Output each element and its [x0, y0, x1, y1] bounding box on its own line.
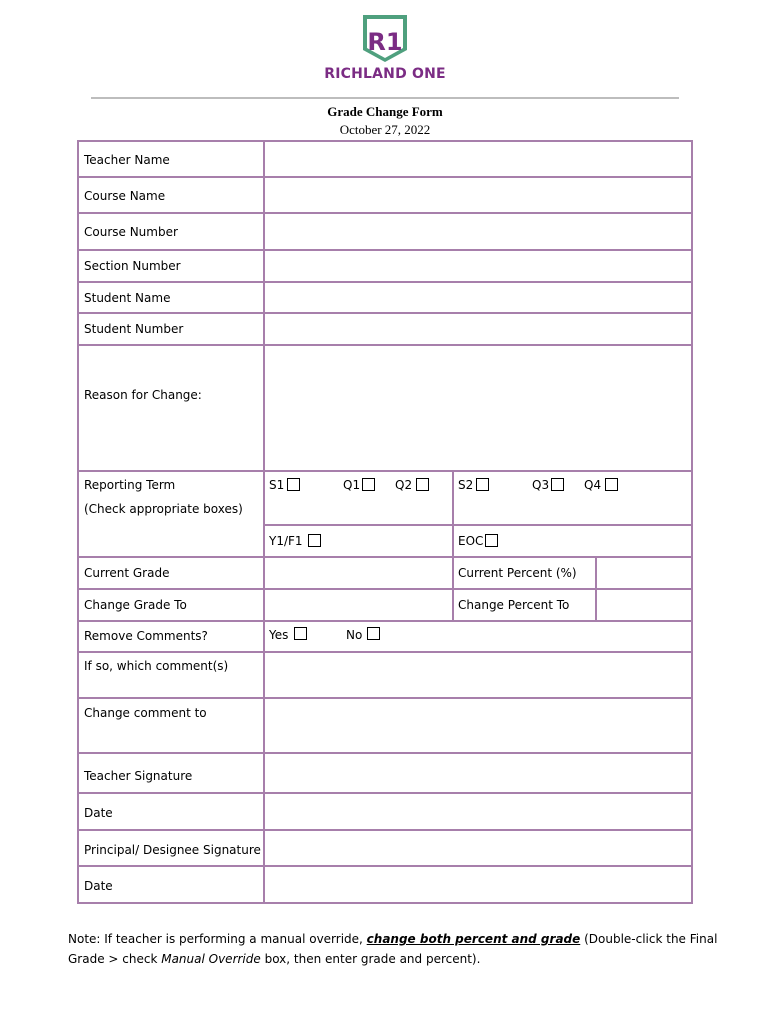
principal-signature-field[interactable] [263, 829, 693, 867]
org-name: RICHLAND ONE [324, 66, 446, 82]
change-comment-label: Change comment to [84, 706, 207, 720]
current-percent-label: Current Percent (%) [458, 566, 577, 580]
course-number-label-cell [77, 212, 265, 251]
remove-comments-no-checkbox[interactable] [367, 627, 380, 640]
change-grade-label-cell [77, 588, 265, 622]
override-note [68, 929, 748, 969]
student-name-label-cell [77, 281, 265, 314]
note-italic: Manual Override [161, 952, 261, 966]
term-q1-label: Q1 [343, 478, 361, 492]
term-eoc-label: EOC [458, 534, 484, 548]
teacher-signature-label-cell [77, 752, 265, 794]
date-2-label: Date [84, 879, 113, 893]
student-name-label: Student Name [84, 291, 171, 305]
teacher-name-field[interactable] [263, 140, 693, 178]
change-comment-field[interactable] [263, 697, 693, 754]
teacher-signature-label: Teacher Signature [84, 769, 193, 783]
student-number-label-cell [77, 312, 265, 346]
current-grade-label: Current Grade [84, 566, 170, 580]
principal-signature-label: Principal/ Designee Signature [84, 843, 261, 857]
course-number-label: Course Number [84, 225, 178, 239]
course-number-field[interactable] [263, 212, 693, 251]
reporting-term-hint: (Check appropriate boxes) [84, 502, 243, 516]
section-number-field[interactable] [263, 249, 693, 283]
note-emphasis: change both percent and grade [366, 932, 581, 946]
svg-text:R1: R1 [367, 28, 403, 56]
term-s2-label: S2 [458, 478, 474, 492]
term-s1-label: S1 [269, 478, 285, 492]
note-part-1: Note: If teacher is performing a manual override, [68, 932, 367, 946]
reason-label: Reason for Change: [84, 388, 202, 402]
term-q4-checkbox[interactable] [605, 478, 618, 491]
term-s2-checkbox[interactable] [476, 478, 489, 491]
note-part-2: (Double-click the Final Grade > check [68, 932, 718, 966]
term-semester-2-cell [452, 470, 693, 526]
remove-comments-label: Remove Comments? [84, 629, 208, 643]
which-comments-label-cell [77, 651, 265, 699]
term-q2-label: Q2 [395, 478, 413, 492]
term-q3-label: Q3 [532, 478, 550, 492]
date-2-label-cell [77, 865, 265, 904]
form-title: Grade Change Form [327, 104, 443, 119]
term-semester-1-cell [263, 470, 454, 526]
teacher-signature-field[interactable] [263, 752, 693, 794]
current-grade-label-cell [77, 556, 265, 590]
change-percent-label: Change Percent To [458, 598, 570, 612]
date-1-field[interactable] [263, 792, 693, 831]
course-name-label: Course Name [84, 189, 166, 203]
course-name-field[interactable] [263, 176, 693, 214]
term-y1f1-label: Y1/F1 [269, 534, 303, 548]
term-y1f1-cell [263, 524, 454, 558]
term-eoc-cell [452, 524, 693, 558]
which-comments-label: If so, which comment(s) [84, 659, 229, 673]
remove-comments-options-cell [263, 620, 693, 653]
which-comments-field[interactable] [263, 651, 693, 699]
student-name-field[interactable] [263, 281, 693, 314]
form-date: October 27, 2022 [339, 122, 431, 137]
date-1-label: Date [84, 806, 113, 820]
reason-label-cell [77, 344, 265, 472]
date-1-label-cell [77, 792, 265, 831]
course-name-label-cell [77, 176, 265, 214]
term-q3-checkbox[interactable] [551, 478, 564, 491]
remove-comments-yes-checkbox[interactable] [294, 627, 307, 640]
principal-signature-label-cell [77, 829, 265, 867]
section-number-label-cell [77, 249, 265, 283]
term-q2-checkbox[interactable] [416, 478, 429, 491]
grade-change-table [77, 140, 693, 904]
term-q1-checkbox[interactable] [362, 478, 375, 491]
teacher-name-label-cell [77, 140, 265, 178]
term-q4-label: Q4 [584, 478, 602, 492]
date-2-field[interactable] [263, 865, 693, 904]
current-percent-label-cell [452, 556, 597, 590]
reporting-term-label-cell [77, 470, 265, 558]
change-percent-field[interactable] [595, 588, 693, 622]
remove-comments-no-label: No [346, 628, 363, 642]
remove-comments-label-cell [77, 620, 265, 653]
section-number-label: Section Number [84, 259, 181, 273]
note-part-3: box, then enter grade and percent). [260, 952, 481, 966]
current-grade-field[interactable] [263, 556, 454, 590]
term-eoc-checkbox[interactable] [485, 534, 498, 547]
change-percent-label-cell [452, 588, 597, 622]
term-s1-checkbox[interactable] [287, 478, 300, 491]
teacher-name-label: Teacher Name [84, 153, 170, 167]
change-grade-field[interactable] [263, 588, 454, 622]
change-grade-label: Change Grade To [84, 598, 187, 612]
change-comment-label-cell [77, 697, 265, 754]
current-percent-field[interactable] [595, 556, 693, 590]
reason-field[interactable] [263, 344, 693, 472]
header-divider [91, 97, 679, 99]
remove-comments-yes-label: Yes [269, 628, 289, 642]
term-y1f1-checkbox[interactable] [308, 534, 321, 547]
student-number-label: Student Number [84, 322, 184, 336]
reporting-term-label: Reporting Term [84, 478, 176, 492]
student-number-field[interactable] [263, 312, 693, 346]
